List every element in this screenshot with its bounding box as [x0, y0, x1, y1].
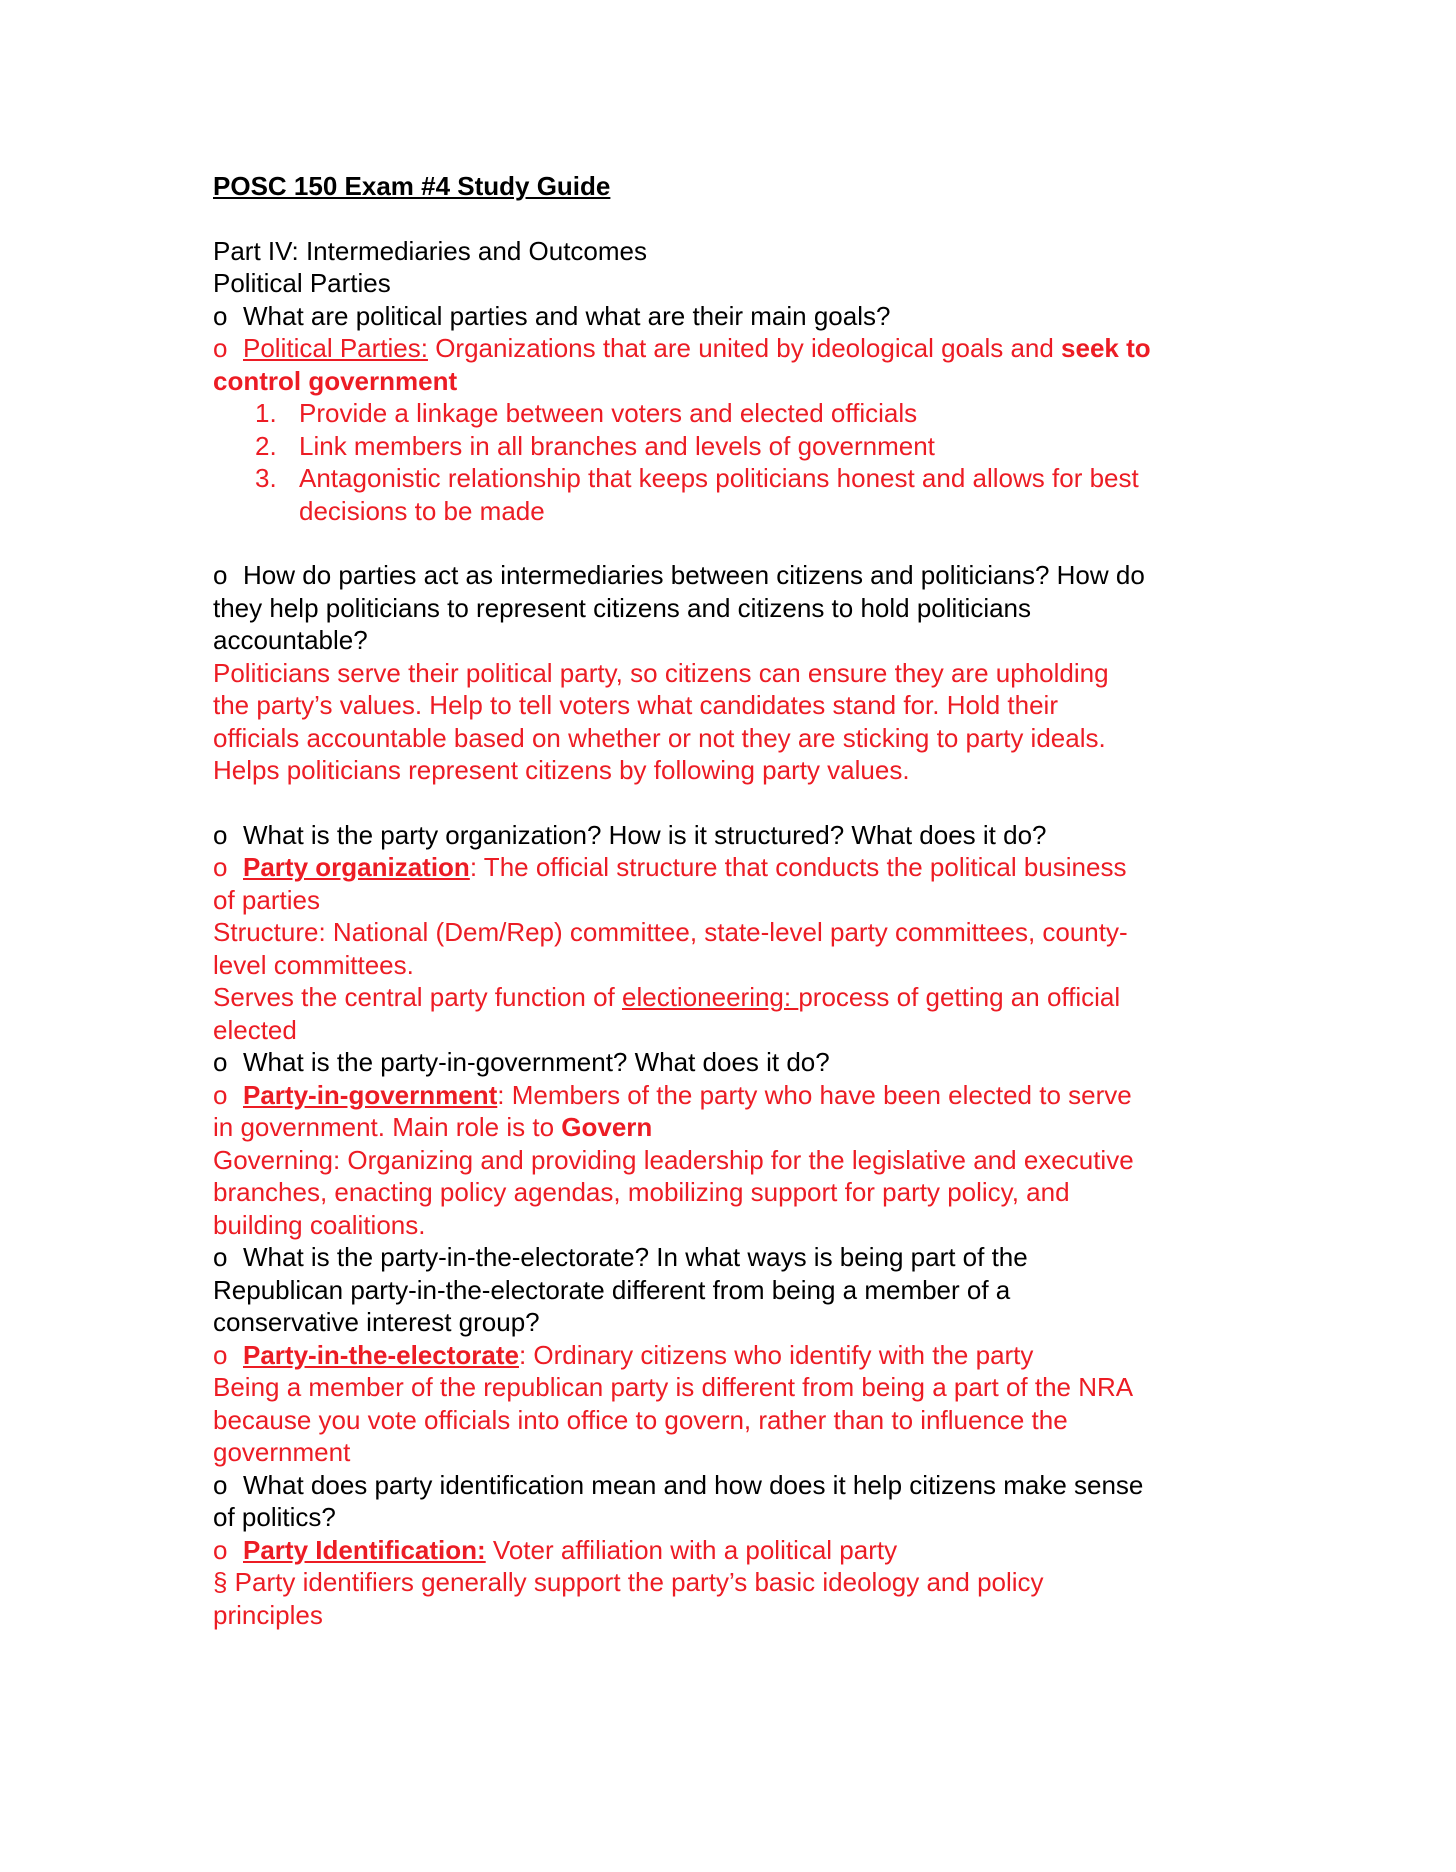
list-item-text: decisions to be made [299, 495, 545, 526]
serves-prefix: Serves the central party function of [213, 982, 622, 1012]
bullet-icon: o [213, 560, 228, 590]
list-item-text: Link members in all branches and levels of government [299, 430, 935, 461]
bullet-icon: o [213, 1534, 228, 1565]
bullet-icon: o [213, 1242, 228, 1272]
definition-text: Organizations that are united by ideological goals and [427, 333, 1062, 363]
bullet-icon: o [213, 852, 228, 882]
term-electioneering: electioneering: [622, 982, 799, 1012]
emphasis-text: seek to [1061, 333, 1151, 363]
list-number: 2. [255, 430, 277, 461]
governing-text: branches, enacting policy agendas, mobilizing support for party policy, and [213, 1177, 1070, 1207]
definition-text: Voter affiliation with a political party [485, 1534, 898, 1565]
question-text: What is the party organization? How is it structured? What does it do? [243, 819, 1047, 850]
definition-text-continued: of parties [213, 884, 320, 915]
bullet-icon: o [213, 1339, 228, 1370]
emphasis-text: Govern [561, 1112, 653, 1142]
study-guide-page [213, 170, 1253, 1631]
term-party-in-government: Party-in-government [243, 1079, 498, 1110]
answer-party-organization [213, 851, 1253, 884]
question-text-continued: Republican party-in-the-electorate different from being a member of a [213, 1274, 1011, 1305]
sub-point-text: § Party identifiers generally support the party’s basic ideology and policy [213, 1567, 1044, 1597]
definition-text: : Ordinary citizens who identify with the party [518, 1339, 1034, 1370]
list-number: 3. [255, 463, 277, 493]
answer-text: Helps politicians represent citizens by following party values. [213, 755, 910, 785]
definition-text: : The official structure that conducts the political business [469, 852, 1127, 882]
bullet-icon: o [213, 1469, 228, 1500]
detail-text: Being a member of the republican party is different from being a part of the NRA [213, 1372, 1134, 1402]
emphasis-text-continued: control government [213, 365, 458, 396]
question-text-continued: accountable? [213, 625, 368, 655]
detail-text: because you vote officials into office to govern, rather than to influence the [213, 1404, 1068, 1435]
question-party-identification [213, 1469, 1253, 1502]
structure-text: level committees. [213, 949, 414, 980]
question-text-continued: conservative interest group? [213, 1307, 540, 1337]
detail-text: government [213, 1437, 351, 1467]
sub-point-text-continued: principles [213, 1599, 323, 1630]
serves-text-continued: elected [213, 1014, 297, 1045]
bullet-icon: o [213, 1047, 228, 1077]
answer-party-identification [213, 1534, 1253, 1567]
term-political-parties: Political Parties: [243, 333, 428, 363]
bullet-icon: o [213, 333, 228, 363]
list-item [213, 430, 1253, 463]
question-party-in-the-electorate [213, 1241, 1253, 1274]
list-item-continued [213, 495, 1253, 528]
bullet-icon: o [213, 1079, 228, 1110]
question-text: What does party identification mean and how does it help citizens make sense [243, 1469, 1144, 1500]
answer-party-in-the-electorate [213, 1339, 1253, 1372]
answer-political-parties [213, 332, 1253, 365]
bullet-icon: o [213, 819, 228, 850]
answer-text: officials accountable based on whether or not they are sticking to party ideals. [213, 722, 1106, 753]
term-party-identification: Party Identification: [243, 1534, 486, 1565]
question-intermediaries [213, 559, 1253, 592]
section-heading: Political Parties [213, 268, 391, 298]
question-party-organization [213, 819, 1253, 852]
part-heading: Part IV: Intermediaries and Outcomes [213, 235, 648, 266]
list-item [213, 462, 1253, 495]
list-item-text: Antagonistic relationship that keeps politicians honest and allows for best [299, 463, 1139, 493]
serves-text [213, 981, 1253, 1014]
structure-text: Structure: National (Dem/Rep) committee, state-level party committees, county- [213, 917, 1128, 947]
question-text-continued: they help politicians to represent citizens and citizens to hold politicians [213, 592, 1032, 623]
document-title: POSC 150 Exam #4 Study Guide [213, 171, 611, 201]
term-party-in-the-electorate: Party-in-the-electorate [243, 1339, 519, 1370]
answer-party-in-government [213, 1079, 1253, 1112]
bullet-icon: o [213, 300, 228, 331]
question-text: How do parties act as intermediaries between citizens and politicians? How do [243, 560, 1145, 590]
definition-text-continued [213, 1111, 1253, 1144]
term-party-organization: Party organization [243, 852, 470, 882]
party-goals-list [213, 397, 1253, 527]
question-text: What is the party-in-government? What does it do? [243, 1047, 830, 1077]
list-item-text: Provide a linkage between voters and elected officials [299, 398, 918, 428]
definition-prefix: in government. Main role is to [213, 1112, 562, 1142]
question-party-in-government [213, 1046, 1253, 1079]
answer-text: Politicians serve their political party, so citizens can ensure they are upholding [213, 657, 1109, 688]
question-text: What are political parties and what are their main goals? [243, 300, 891, 331]
answer-text: the party’s values. Help to tell voters what candidates stand for. Hold their [213, 690, 1058, 720]
question-political-parties [213, 300, 1253, 333]
serves-suffix: process of getting an official [798, 982, 1121, 1012]
governing-text: Governing: Organizing and providing leadership for the legislative and executive [213, 1144, 1134, 1175]
governing-text: building coalitions. [213, 1209, 426, 1240]
question-text: What is the party-in-the-electorate? In what ways is being part of the [243, 1242, 1028, 1272]
question-text-continued: of politics? [213, 1502, 336, 1532]
definition-text: : Members of the party who have been elected to serve [497, 1079, 1132, 1110]
list-number: 1. [255, 398, 277, 428]
list-item [213, 397, 1253, 430]
